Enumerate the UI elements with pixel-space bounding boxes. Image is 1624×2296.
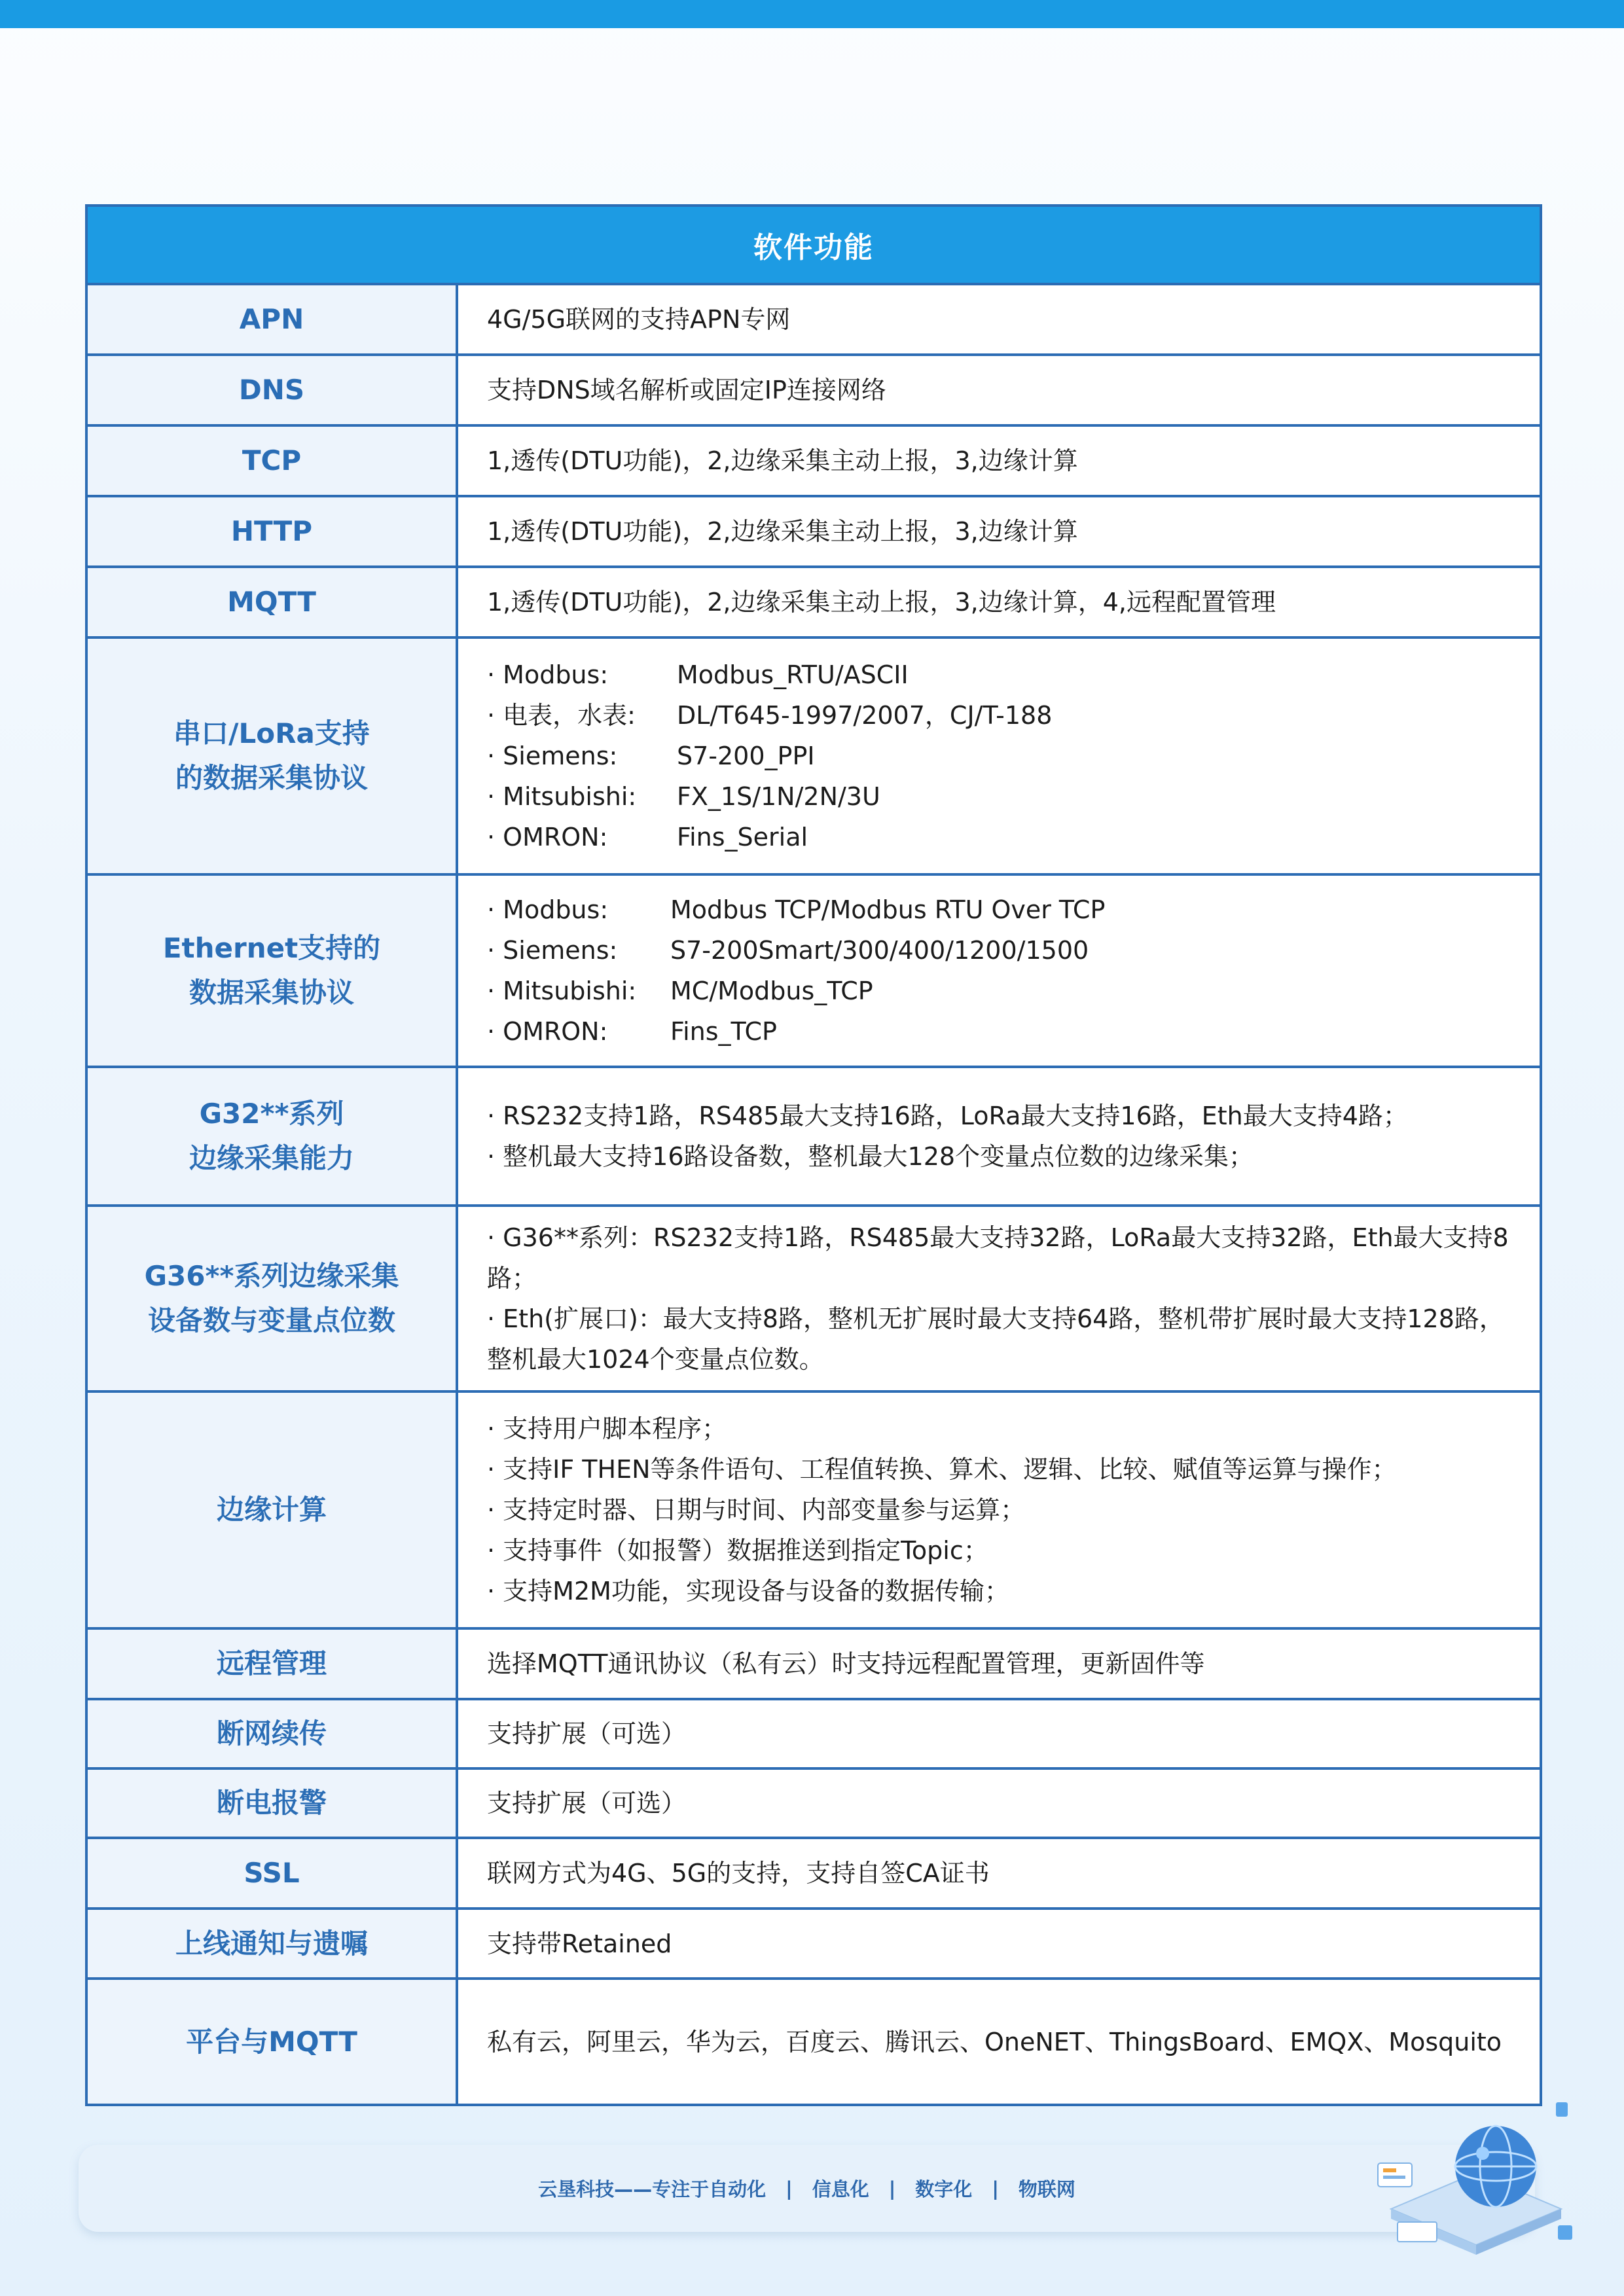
value-line	[487, 511, 1517, 552]
protocol-key: · Modbus:	[487, 895, 609, 924]
row-label-line: 边缘采集能力	[189, 1142, 354, 1174]
row-value	[458, 1770, 1540, 1837]
row-value	[458, 876, 1540, 1066]
value-line	[487, 1096, 1517, 1136]
row-value	[458, 1839, 1540, 1907]
value-line	[487, 440, 1517, 481]
footer-separator: |	[888, 2177, 896, 2200]
value-text: · 支持IF THEN等条件语句、工程值转换、算术、逻辑、比较、赋值等运算与操作；	[487, 1455, 1397, 1484]
row-label	[88, 356, 458, 424]
row-value	[458, 497, 1540, 565]
value-line	[487, 1011, 1517, 1052]
value-line	[487, 1924, 1517, 1964]
value-line	[487, 930, 1517, 971]
row-label-line: SSL	[244, 1857, 300, 1889]
table-row	[88, 1910, 1540, 1980]
row-label-line: Ethernet支持的	[162, 932, 381, 964]
protocol-key: · Mitsubishi:	[487, 782, 637, 811]
value-line	[487, 889, 1517, 930]
row-label-line: 的数据采集协议	[175, 762, 368, 794]
table-row	[88, 1700, 1540, 1770]
value-line	[487, 1713, 1517, 1754]
row-value	[458, 568, 1540, 636]
row-label	[88, 1980, 458, 2104]
value-line	[487, 1643, 1517, 1684]
row-label-line: MQTT	[227, 586, 316, 618]
value-line	[487, 1853, 1517, 1893]
value-text: 支持扩展（可选）	[487, 1719, 687, 1748]
row-label	[88, 1207, 458, 1390]
table-row	[88, 1980, 1540, 2104]
value-paragraph: · G36**系列：RS232支持1路，RS485最大支持32路，LoRa最大支持32路，Eth最大支持8路；	[487, 1223, 1509, 1293]
row-label-line: 数据采集协议	[189, 977, 354, 1009]
value-text: · 整机最大支持16路设备数，整机最大128个变量点位数的边缘采集；	[487, 1142, 1254, 1171]
row-value	[458, 1207, 1540, 1390]
table-row	[88, 285, 1540, 356]
footer-item: 信息化	[812, 2178, 869, 2200]
protocol-key: · Mitsubishi:	[487, 977, 637, 1005]
row-value	[458, 427, 1540, 495]
row-label	[88, 1770, 458, 1837]
footer-item: 数字化	[915, 2178, 973, 2200]
row-value	[458, 1068, 1540, 1204]
row-label-line: APN	[239, 303, 304, 335]
protocol-key: · OMRON:	[487, 1017, 608, 1046]
value-line	[487, 1530, 1517, 1571]
row-label	[88, 285, 458, 353]
row-label-line: 远程管理	[216, 1647, 327, 1679]
iot-globe-illustration	[1365, 2094, 1584, 2265]
protocol-value: Modbus TCP/Modbus RTU Over TCP	[670, 895, 1106, 924]
value-line	[487, 817, 1517, 857]
row-label-line: 串口/LoRa支持	[173, 717, 370, 749]
protocol-value: Modbus_RTU/ASCII	[677, 660, 909, 689]
footer-slogan: 云垦科技——专注于自动化	[538, 2178, 767, 2200]
table-row	[88, 1393, 1540, 1630]
value-line	[487, 370, 1517, 410]
footer-item: 物联网	[1018, 2178, 1075, 2200]
protocol-value: DL/T645-1997/2007，CJ/T-188	[677, 701, 1053, 730]
table-row	[88, 356, 1540, 427]
value-text: 1,透传(DTU功能)，2,边缘采集主动上报，3,边缘计算	[487, 517, 1078, 546]
value-line	[487, 971, 1517, 1011]
value-line	[487, 299, 1517, 340]
protocol-key: · Modbus:	[487, 660, 609, 689]
row-label-line: TCP	[242, 444, 302, 476]
row-label	[88, 1700, 458, 1767]
row-label-line: 平台与MQTT	[186, 2025, 357, 2058]
value-text: 联网方式为4G、5G的支持，支持自签CA证书	[487, 1859, 990, 1888]
row-value	[458, 1393, 1540, 1627]
protocol-value: S7-200Smart/300/400/1200/1500	[670, 936, 1089, 965]
row-value	[458, 1910, 1540, 1977]
value-line	[487, 695, 1517, 736]
row-label	[88, 1630, 458, 1698]
value-line	[487, 1783, 1517, 1823]
value-line	[487, 655, 1517, 695]
table-row	[88, 427, 1540, 497]
footer-separator: |	[785, 2177, 793, 2200]
row-label-line: HTTP	[230, 515, 313, 547]
value-text: 支持DNS域名解析或固定IP连接网络	[487, 376, 886, 404]
protocol-value: Fins_Serial	[677, 823, 808, 852]
protocol-key: · OMRON:	[487, 823, 608, 852]
protocol-value: Fins_TCP	[670, 1017, 777, 1046]
value-line	[487, 1571, 1517, 1611]
row-label-line: DNS	[238, 374, 305, 406]
row-label-line: G32**系列	[199, 1098, 344, 1130]
value-text: 1,透传(DTU功能)，2,边缘采集主动上报，3,边缘计算，4,远程配置管理	[487, 588, 1276, 617]
value-paragraph: · Eth(扩展口)：最大支持8路，整机无扩展时最大支持64路，整机带扩展时最大支持128路，整机最大1024个变量点位数。	[487, 1304, 1504, 1374]
protocol-key: · Siemens:	[487, 742, 618, 770]
row-label	[88, 1068, 458, 1204]
row-label	[88, 497, 458, 565]
value-text: · 支持M2M功能，实现设备与设备的数据传输；	[487, 1577, 1009, 1605]
value-text: 支持扩展（可选）	[487, 1789, 687, 1818]
value-line	[487, 736, 1517, 776]
value-text: 4G/5G联网的支持APN专网	[487, 305, 791, 334]
value-line	[487, 1490, 1517, 1530]
row-label-line: 断网续传	[216, 1717, 327, 1749]
value-text: · 支持用户脚本程序；	[487, 1414, 727, 1443]
row-value	[458, 1980, 1540, 2104]
protocol-value: S7-200_PPI	[677, 742, 815, 770]
row-label	[88, 568, 458, 636]
table-row	[88, 1630, 1540, 1700]
value-line	[487, 582, 1517, 622]
row-label-line: G36**系列边缘采集	[144, 1260, 399, 1292]
table-title: 软件功能	[88, 207, 1540, 285]
row-value	[458, 639, 1540, 873]
row-label	[88, 639, 458, 873]
value-line	[487, 1136, 1517, 1177]
protocol-key: · 电表，水表:	[487, 701, 636, 730]
table-row	[88, 1839, 1540, 1910]
value-text: · RS232支持1路，RS485最大支持16路，LoRa最大支持16路，Eth最大支持4路；	[487, 1102, 1408, 1130]
globe-icon	[1455, 2126, 1536, 2207]
value-text: 1,透传(DTU功能)，2,边缘采集主动上报，3,边缘计算	[487, 446, 1078, 475]
row-label-line: 边缘计算	[216, 1494, 327, 1526]
software-features-table	[85, 204, 1542, 2106]
table-row	[88, 1770, 1540, 1839]
row-label	[88, 1393, 458, 1627]
table-row	[88, 497, 1540, 568]
table-row	[88, 876, 1540, 1068]
footer-separator: |	[992, 2177, 999, 2200]
value-text: · 支持事件（如报警）数据推送到指定Topic；	[487, 1536, 988, 1565]
footer-banner	[79, 2145, 1535, 2232]
row-label	[88, 876, 458, 1066]
row-value	[458, 1700, 1540, 1767]
protocol-value: FX_1S/1N/2N/3U	[677, 782, 880, 811]
row-label	[88, 1839, 458, 1907]
value-line	[487, 1449, 1517, 1490]
row-label	[88, 427, 458, 495]
protocol-key: · Siemens:	[487, 936, 618, 965]
table-row	[88, 1207, 1540, 1393]
table-row	[88, 1068, 1540, 1207]
row-label	[88, 1910, 458, 1977]
row-value	[458, 356, 1540, 424]
row-label-line: 断电报警	[216, 1787, 327, 1819]
value-text: 支持带Retained	[487, 1929, 672, 1958]
row-value	[458, 1630, 1540, 1698]
value-line	[487, 776, 1517, 817]
protocol-value: MC/Modbus_TCP	[670, 977, 873, 1005]
value-line	[487, 1408, 1517, 1449]
table-row	[88, 639, 1540, 876]
row-label-line: 设备数与变量点位数	[147, 1304, 395, 1336]
top-accent-bar	[0, 0, 1624, 28]
value-text: · 支持定时器、日期与时间、内部变量参与运算；	[487, 1496, 1026, 1524]
value-text: 选择MQTT通讯协议（私有云）时支持远程配置管理，更新固件等	[487, 1649, 1205, 1678]
value-paragraph: 私有云，阿里云，华为云，百度云、腾讯云、OneNET、ThingsBoard、EMQX、Mosquito	[487, 2027, 1502, 2056]
row-label-line: 上线通知与遗嘱	[175, 1927, 368, 1960]
table-row	[88, 568, 1540, 639]
row-value	[458, 285, 1540, 353]
